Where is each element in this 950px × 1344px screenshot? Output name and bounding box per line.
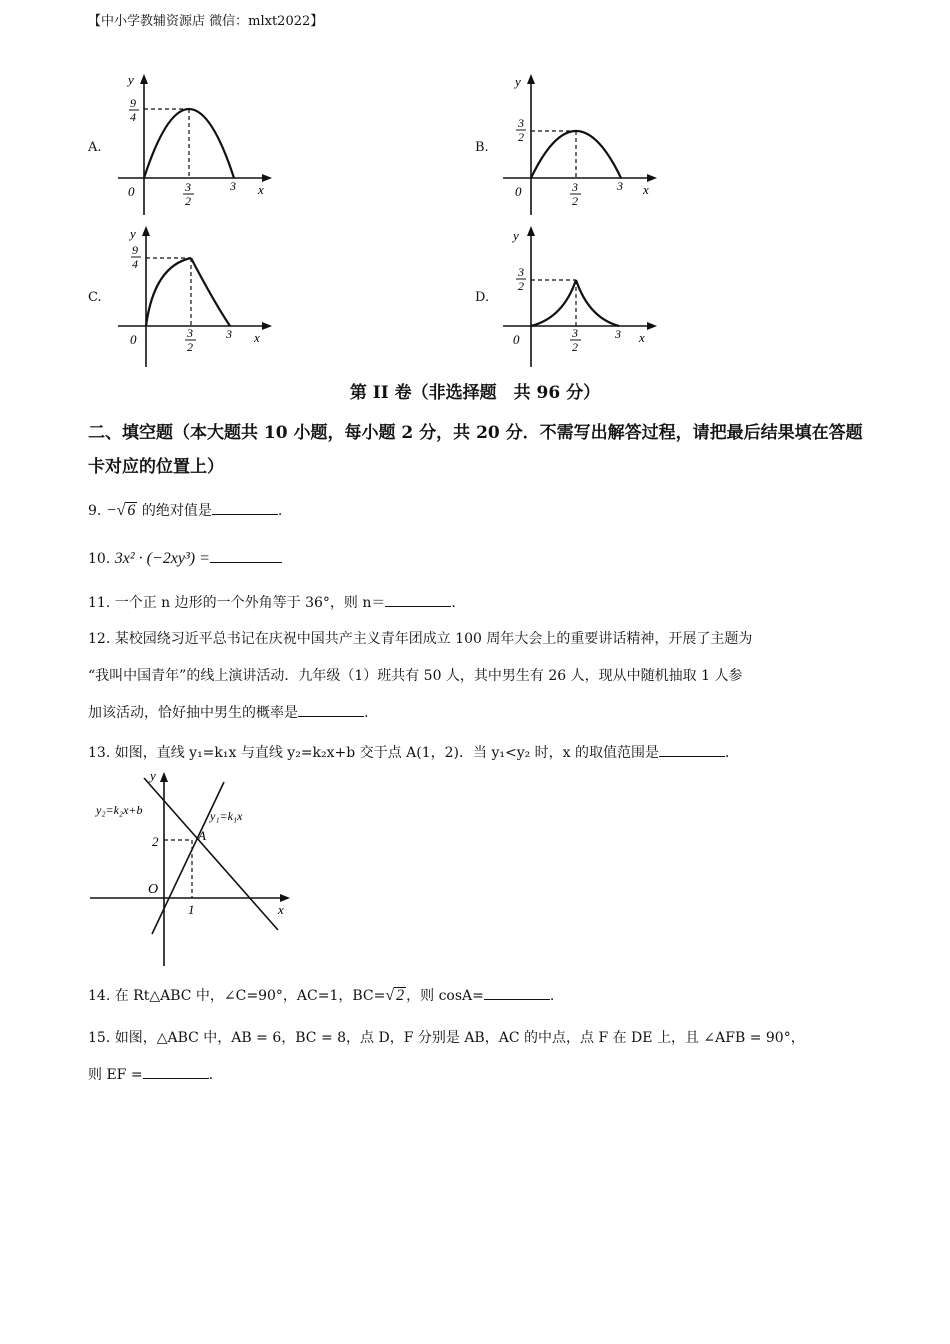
x-tick-3: 3 (230, 179, 236, 193)
frac-den: 4 (130, 110, 136, 124)
question-11 (88, 592, 456, 613)
frac-den: 2 (572, 340, 578, 354)
period: . (451, 595, 456, 611)
question-text: 13. 如图，直线 y₁=k₁x 与直线 y₂=k₂x+b 交于点 A(1，2)．当 y₁<y₂ 时，x 的取值范围是 (88, 745, 660, 761)
x-tick-3: 3 (615, 327, 621, 341)
frac-den: 2 (572, 194, 578, 208)
x-tick-3: 3 (226, 327, 232, 341)
section-title: 第 II 卷（非选择题 共 96 分） (349, 383, 601, 403)
frac-den: 2 (185, 194, 191, 208)
question-number: 9. (88, 503, 102, 519)
y-tick-2: 2 (152, 834, 159, 849)
part-two-heading: 二、填空题（本大题共 10 小题，每小题 2 分，共 20 分．不需写出解答过程，请把最后结果填在答题卡对应的位置上） (88, 423, 863, 477)
answer-blank (143, 1064, 209, 1079)
y-axis-label: y (515, 74, 521, 89)
graph-option-c (110, 222, 280, 372)
option-c-label: C. (88, 290, 102, 305)
option-b-label: B. (475, 140, 489, 155)
answer-blank (212, 500, 278, 515)
option-d-label: D. (475, 290, 490, 305)
question-10 (88, 548, 282, 569)
question-15 (88, 1020, 868, 1094)
frac-num: 3 (518, 116, 524, 130)
frac-num: 3 (518, 265, 524, 279)
answer-blank (210, 548, 282, 563)
x-axis-label: x (639, 330, 645, 345)
period: . (208, 1067, 214, 1083)
page-header: 【中小学教辅资源店 微信：mlxt2022】 (88, 14, 324, 29)
graph-option-b (495, 70, 665, 220)
frac-num: 9 (130, 96, 136, 110)
origin-label: 0 (130, 332, 137, 347)
x-axis-label: x (643, 182, 649, 197)
question-line: 则 EF = (88, 1067, 143, 1083)
origin-label: 0 (513, 332, 520, 347)
question-9: 9. −√ 6 的绝对值是 . (88, 502, 283, 519)
radicand: 6 (127, 502, 136, 519)
option-a-label: A. (88, 140, 102, 155)
x-tick-1: 1 (188, 902, 195, 917)
period: . (725, 745, 730, 761)
frac-den: 2 (518, 279, 524, 293)
y-axis-label: y (150, 768, 156, 783)
question-12 (88, 621, 868, 732)
answer-blank (484, 985, 550, 1000)
q13-graph (88, 768, 298, 970)
answer-blank (298, 702, 364, 717)
question-14: 14. 在 Rt△ABC 中，∠C=90°，AC=1，BC=√ 2 ，则 cosA= . (88, 987, 555, 1004)
question-text: 14. 在 Rt△ABC 中，∠C=90°，AC=1，BC= (88, 988, 386, 1004)
question-text: 的绝对值是 (141, 503, 212, 519)
period: . (549, 988, 555, 1004)
question-line: 加该活动，恰好抽中男生的概率是 (88, 705, 298, 721)
origin-label: 0 (128, 184, 135, 199)
x-axis-label: x (278, 902, 284, 917)
frac-den: 4 (132, 257, 138, 271)
question-13 (88, 742, 729, 763)
point-a-label: A (198, 828, 206, 843)
question-line: 12. 某校园绕习近平总书记在庆祝中国共产主义青年团成立 100 周年大会上的重要讲话精神，开展了主题为 (88, 631, 753, 647)
x-tick-3: 3 (617, 179, 623, 193)
frac-num: 3 (187, 326, 193, 340)
y-axis-label: y (513, 228, 519, 243)
origin-label: 0 (515, 184, 522, 199)
frac-num: 3 (572, 326, 578, 340)
origin-label: O (148, 882, 159, 897)
graph-option-d (495, 222, 665, 372)
graph-option-a (110, 70, 280, 220)
minus-sign: − (105, 502, 117, 519)
frac-num: 3 (572, 180, 578, 194)
question-text: 11. 一个正 n 边形的一个外角等于 36°，则 n＝ (88, 595, 386, 611)
x-axis-label: x (254, 330, 260, 345)
question-line: “我叫中国青年”的线上演讲活动．九年级（1）班共有 50 人，其中男生有 26 人，现从中随机抽取 1 人参 (88, 668, 743, 684)
radicand: 2 (396, 987, 405, 1004)
line-y2-label: y₂=k₂x+b (96, 803, 143, 817)
frac-den: 2 (518, 130, 524, 144)
line-y1-label: y₁=k₁x (210, 809, 243, 823)
y-axis-label: y (128, 72, 134, 87)
y-axis-label: y (130, 226, 136, 241)
period: . (277, 503, 283, 519)
frac-den: 2 (187, 340, 193, 354)
frac-num: 3 (185, 180, 191, 194)
frac-num: 9 (132, 243, 138, 257)
question-text: ，则 cosA= (406, 988, 484, 1004)
expression: 3x² · (−2xy³) = (114, 550, 210, 567)
answer-blank (385, 592, 451, 607)
answer-blank (659, 742, 725, 757)
x-axis-label: x (258, 182, 264, 197)
question-number: 10. (88, 551, 111, 567)
question-line: 15. 如图，△ABC 中，AB = 6，BC = 8，点 D，F 分别是 AB，AC 的中点，点 F 在 DE 上，且 ∠AFB = 90°， (88, 1030, 805, 1046)
period: . (364, 705, 369, 721)
